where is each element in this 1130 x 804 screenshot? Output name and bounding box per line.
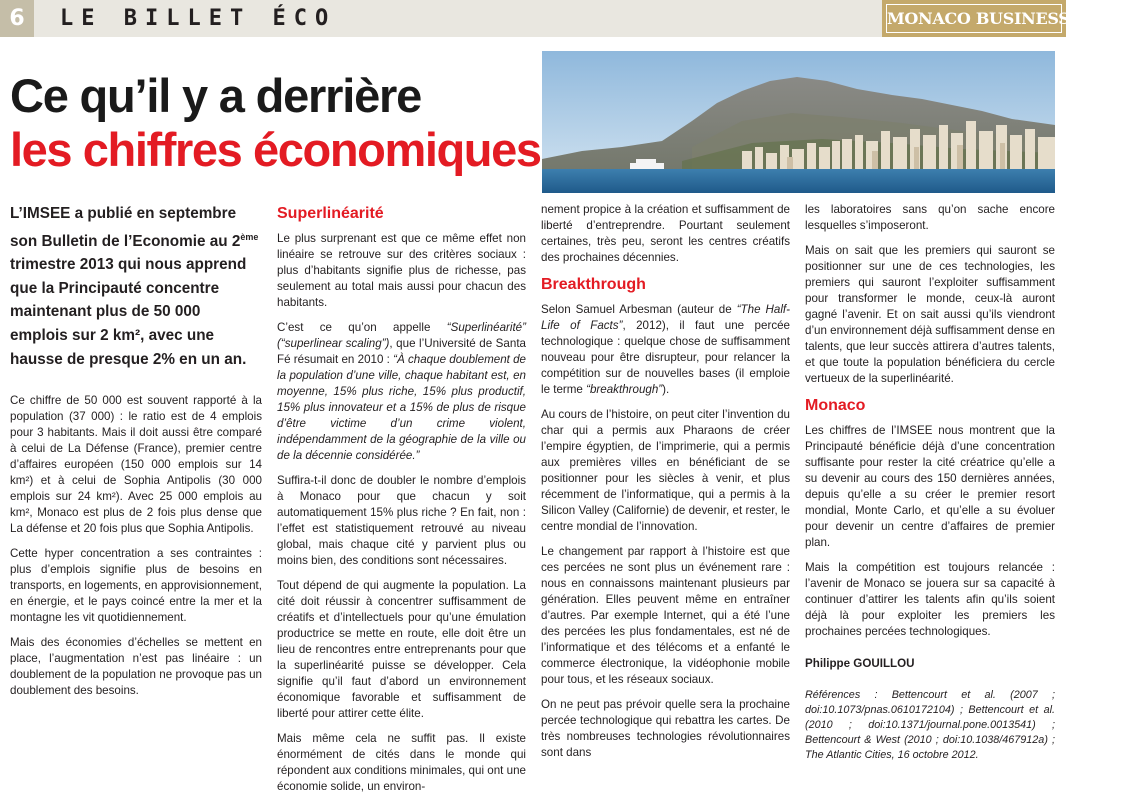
paragraph-text: , que l’Université de Santa Fé résumait en 2010 :	[277, 337, 526, 366]
paragraph-text: ).	[662, 383, 670, 396]
section-title: LE BILLET ÉCO	[60, 6, 337, 31]
paragraph	[541, 302, 790, 398]
lead-text-b: trimestre 2013 qui nous apprend que la Principauté concentre maintenant plus de 50 000 emplois sur 2 km², avec une hausse de presque 2% en un an.	[10, 256, 247, 368]
subheading-superlinearite: Superlinéarité	[277, 205, 384, 222]
paragraph: On ne peut pas prévoir quelle sera la prochaine percée technologique qui rebattra les cartes. De très nombreuses technologies révolutionnaires sont dans	[541, 698, 790, 759]
paragraph: Mais on sait que les premiers qui sauront se positionner sur une de ces technologies, les premiers qui sauront l’exploiter suffisamment pour transformer le monde, ceux-là auront gagné l’avenir. Et on sait aussi qu’ils viendront d’un environnement déjà suffisamment dense en talents, que leur succès attirera d’autres talents, et que toute la population bénéficiera du cercle vertueux de la superlinéarité.	[805, 244, 1055, 385]
subheading-breakthrough: Breakthrough	[541, 276, 646, 293]
paragraph-text: C’est ce qu’on appelle	[277, 321, 447, 334]
paragraph: Mais la compétition est toujours relancée : l’avenir de Monaco se jouera sur sa capacité à continuer d’attirer les talents afin qu’ils soient déjà là pour exploiter les premiers les prochaines percées technologiques.	[805, 561, 1055, 638]
italic-term: “Superlinéarité” (“superlinear scaling”)	[277, 321, 526, 350]
column-3	[541, 202, 790, 770]
headline-line-2: les chiffres économiques	[10, 123, 541, 176]
paragraph: Tout dépend de qui augmente la population. La cité doit réussir à concentrer suffisamment de créatifs et d’intellectuels pour qu’une émulation productrice se mette en route, elle doit être un lieu de rencontres entre entreprenants pour que la superlinéarité puisse se développer. Cela signifie qu’il faut d’abord un environnement économique favorable et suffisamment de liberté pour attirer cette élite.	[277, 579, 526, 720]
section-header-bar	[0, 0, 1130, 37]
paragraph: Au cours de l’histoire, on peut citer l’invention du char qui a permis aux Pharaons de créer l’empire égyptien, de l’imprimerie, qui a permis aux premières villes en bénéficiant de se positionner pour les siècles à venir, et plus récemment de l’informatique, qui a permis à la Silicon Valley (Californie) de devenir, et rester, le centre mondial de l’innovation.	[541, 408, 790, 533]
italic-quote: “À chaque doublement de la population d’une ville, chaque habitant est, en moyenne, 15% plus riche, 15% plus productif, 15% plus innovateur et a 15% de plus de risque d’être victime d’un crime violent, indépendamment de la géographie de la ville ou de la décennie considérée.”	[277, 353, 527, 462]
paragraph: Le changement par rapport à l’histoire est que ces percées ne sont plus un événement rare : nous en connaissons maintenant plusieurs par génération. Elles peuvent même en entraîner d’autres. Par exemple Internet, qui a été l’une des percées les plus fondamentales, est né de l’informatique et des télécoms et a enfanté le commerce électronique, la vidéophonie mobile pour tous, et les réseaux sociaux.	[541, 545, 790, 686]
brand-name: MONACO BUSINESS NEWS	[886, 4, 1062, 33]
monaco-coastline-photo	[542, 51, 1055, 193]
headline-line-1: Ce qu’il y a derrière	[10, 69, 422, 122]
italic-title: “The Half-Life of Facts”	[541, 303, 790, 332]
column-2	[277, 202, 526, 804]
paragraph-text: , 2012), il faut une percée technologique : quelque chose de suffisamment nouveau pour être disrupteur, pour relancer la compétition sur de nouvelles bases (il emploie le terme	[541, 319, 791, 396]
italic-term: “breakthrough”	[586, 383, 663, 396]
paragraph: Mais des économies d’échelles se mettent en place, l’augmentation n’est pas linéaire : un doublement de la population ne provoque pas un doublement des besoins.	[10, 636, 262, 698]
column-4	[805, 202, 1055, 772]
page-number: 6	[0, 0, 34, 37]
paragraph	[277, 320, 526, 464]
paragraph: Ce chiffre de 50 000 est souvent rapporté à la population (37 000) : le ratio est de 4 emplois pour 3 habitants. Mais il doit aussi être comparé à celui de La Défense (France), premier centre d’affaires européen (150 000 emplois sur 14 km²) et à celui de Sophia Antipolis (30 000 emplois sur 24 km²). Avec 25 000 emplois au km², Monaco est plus de 2 fois plus dense que La défense et 20 fois plus que Sophia Antipolis.	[10, 394, 262, 536]
paragraph: Les chiffres de l’IMSEE nous montrent que la Principauté bénéficie déjà d’une concentration suffisante pour rester la cité créatrice qu’elle a su devenir au cours des 150 dernières années, depuis qu’elle a su créer le premier resort mondial, Monte Carlo, et qu’elle a su évoluer pour devenir un centre d’affaires de premier plan.	[805, 424, 1055, 549]
author-name: Philippe GOUILLOU	[805, 657, 915, 670]
paragraph: Cette hyper concentration a ses contraintes : plus d’emplois signifie plus de besoins en transports, en logements, en approvisionnement, en énergie, et le pays coincé entre la mer et la montagne les vit quotidiennement.	[10, 547, 262, 625]
photo-illustration	[542, 51, 1055, 193]
paragraph-text: Selon Samuel Arbesman (auteur de	[541, 303, 737, 316]
paragraph: Mais même cela ne suffit pas. Il existe énormément de cités dans le monde qui répondent aux conditions minimales, qui ont une économie solide, un environ-	[277, 732, 526, 793]
references: Références : Bettencourt et al. (2007 ; doi:10.1073/pnas.0610172104) ; Bettencourt et al. (2010 ; doi:10.1371/journal.pone.0013541) ; Bettencourt & West (2010 ; doi:10.1038/467912a) ; The Atlantic Cities, 16 octobre 2012.	[805, 689, 1055, 761]
subheading-monaco: Monaco	[805, 397, 866, 414]
paragraph: Le plus surprenant est que ce même effet non linéaire se retrouve sur des critères sociaux : plus d’habitants signifie plus de richesse, pas seulement au total mais aussi pour chacun des habitants.	[277, 232, 526, 309]
lead-superscript: 2ème	[231, 231, 259, 250]
paragraph: nement propice à la création et suffisamment de liberté d’entreprendre. Pourtant seulement certaines, très peu, seront les centres créatifs des prochaines décennies.	[541, 203, 790, 264]
article-headline	[10, 70, 540, 178]
lead-text-a: L’IMSEE a publié en septembre son Bulletin de l’Economie au	[10, 205, 237, 250]
lead-paragraph	[10, 202, 262, 371]
paragraph: les laboratoires sans qu’on sache encore lesquelles s’imposeront.	[805, 203, 1055, 232]
paragraph: Suffira-t-il donc de doubler le nombre d’emplois à Monaco pour que chacun y soit automatiquement 15% plus riche ? En fait, non : l’effet est statistiquement retrouvé au niveau global, mais chaque cité y parvient plus ou moins bien, des conditions sont nécessaires.	[277, 474, 526, 567]
brand-box	[882, 0, 1130, 37]
column-1	[10, 202, 262, 708]
